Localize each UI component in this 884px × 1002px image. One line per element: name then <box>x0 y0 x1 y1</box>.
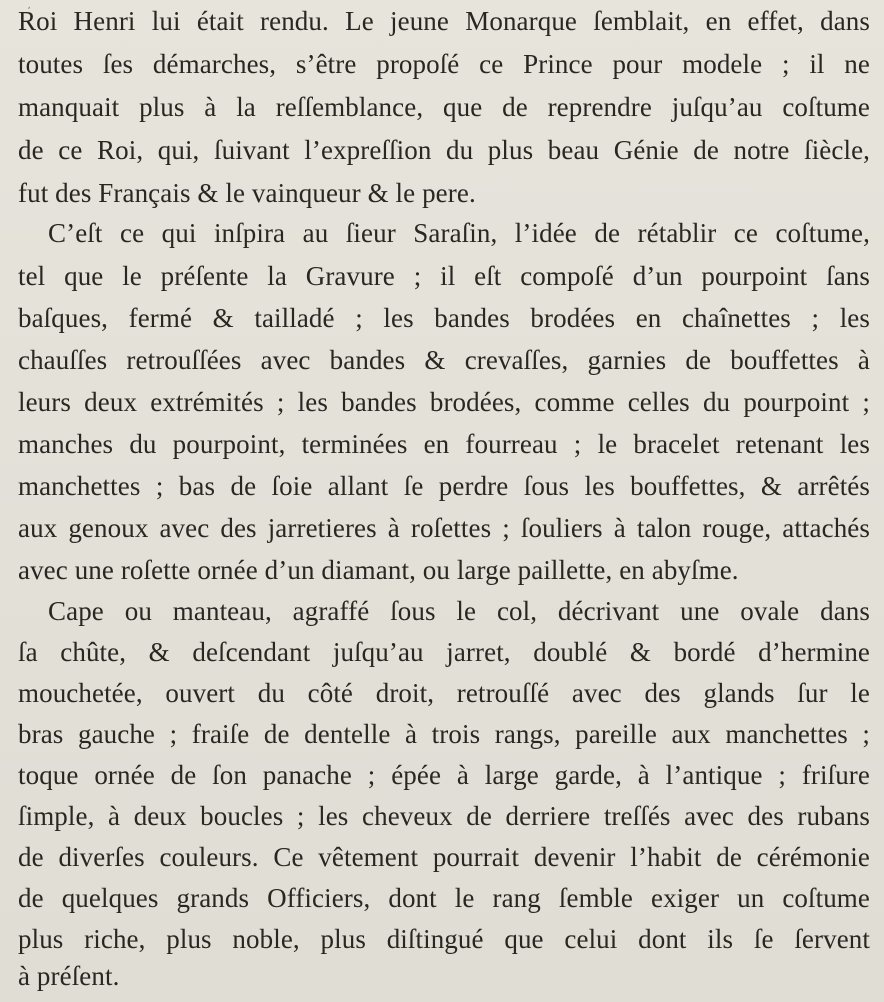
text-line: chauſſes retrouſſées avec bandes & crevaſſes, garnies de bouffettes à <box>18 345 870 375</box>
text-line: de ce Roi, qui, ſuivant l’expreſſion du plus beau Génie de notre ſiècle, <box>18 135 870 165</box>
text-line: aux genoux avec des jarretieres à roſettes ; ſouliers à talon rouge, attachés <box>18 513 870 543</box>
paragraph-first-line: C’eſt ce qui inſpira au ſieur Saraſin, l’idée de rétablir ce coſtume, <box>48 218 870 248</box>
text-line: ſa chûte, & deſcendant juſqu’au jarret, doublé & bordé d’hermine <box>18 637 870 667</box>
top-edge-mark: ͵ <box>27 0 31 9</box>
text-line: à préſent. <box>18 961 120 991</box>
text-line: manchettes ; bas de ſoie allant ſe perdre ſous les bouffettes, & arrêtés <box>18 471 870 501</box>
text-line: tel que le préſente la Gravure ; il eſt compoſé d’un pourpoint ſans <box>18 261 870 291</box>
text-line: avec une roſette ornée d’un diamant, ou large paillette, en abyſme. <box>18 555 739 585</box>
text-line: Roi Henri lui était rendu. Le jeune Monarque ſemblait, en effet, dans <box>18 6 870 36</box>
paragraph-first-line: Cape ou manteau, agraffé ſous le col, décrivant une ovale dans <box>48 596 870 626</box>
text-line: manquait plus à la reſſemblance, que de reprendre juſqu’au coſtume <box>18 92 870 122</box>
text-line: toque ornée de ſon panache ; épée à large garde, à l’antique ; friſure <box>18 760 870 790</box>
text-line: toutes ſes démarches, s’être propoſé ce Prince pour modele ; il ne <box>18 49 870 79</box>
text-line: baſques, fermé & tailladé ; les bandes brodées en chaînettes ; les <box>18 303 870 333</box>
text-line: de diverſes couleurs. Ce vêtement pourrait devenir l’habit de cérémonie <box>18 842 870 872</box>
text-line: de quelques grands Officiers, dont le rang ſemble exiger un coſtume <box>18 883 870 913</box>
text-line: plus riche, plus noble, plus diſtingué que celui dont ils ſe ſervent <box>18 924 870 954</box>
text-line: manches du pourpoint, terminées en fourreau ; le bracelet retenant les <box>18 429 870 459</box>
text-line: ſimple, à deux boucles ; les cheveux de derriere treſſés avec des rubans <box>18 801 870 831</box>
text-line: fut des Français & le vainqueur & le pere. <box>18 178 476 208</box>
text-line: leurs deux extrémités ; les bandes brodées, comme celles du pourpoint ; <box>18 387 870 417</box>
text-line: bras gauche ; fraiſe de dentelle à trois rangs, pareille aux manchettes ; <box>18 719 870 749</box>
text-line: mouchetée, ouvert du côté droit, retrouſſé avec des glands ſur le <box>18 678 870 708</box>
